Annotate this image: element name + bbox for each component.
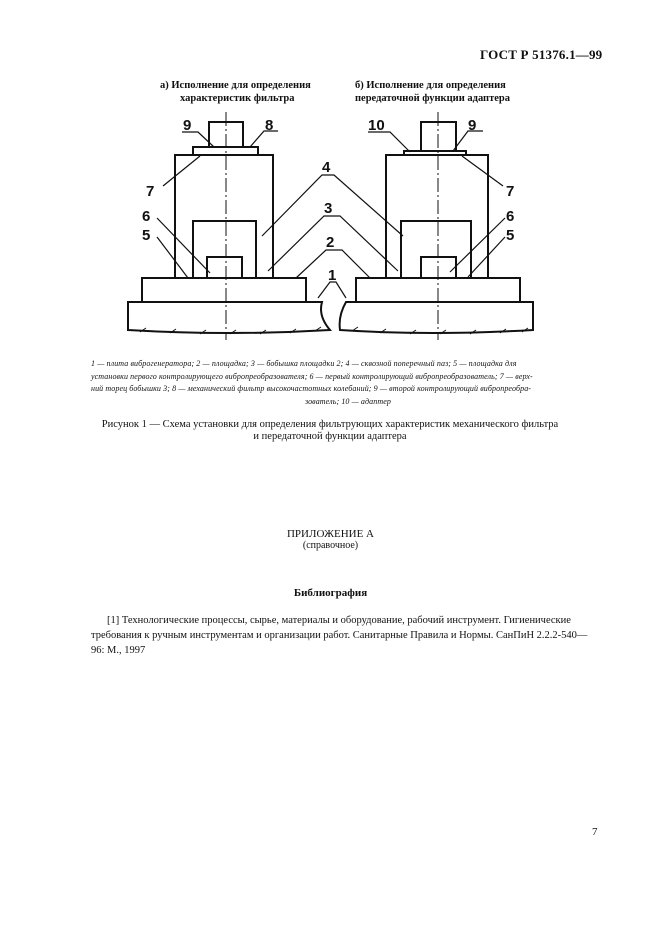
right-generator-plate	[340, 302, 533, 333]
left-boss	[175, 155, 273, 278]
label-c2: 2	[326, 234, 335, 251]
label-b5: 5	[506, 227, 515, 244]
left-platform	[142, 278, 306, 302]
leader-b7	[462, 156, 503, 186]
legend-line: ний торец бобышки 3; 8 — механический фильтр высокочастотных колебаний; 9 — второй контролирующий вибропреобра-	[91, 384, 532, 393]
appendix-heading	[0, 528, 661, 552]
leader-b9	[453, 131, 483, 151]
right-slot	[401, 221, 471, 278]
label-a5: 5	[142, 227, 151, 244]
label-a9: 9	[183, 117, 192, 134]
subtitle-b-line1: б) Исполнение для определения	[355, 80, 506, 91]
label-a8: 8	[265, 117, 274, 134]
legend-line: установки первого контролирующего вибропреобразователя; 6 — первый контролирующий вибропреобразователь; 7 — верх-	[91, 371, 533, 381]
appendix-title: ПРИЛОЖЕНИЕ А	[286, 528, 374, 540]
bibliography-title: Библиография	[293, 587, 368, 599]
figure-caption	[80, 419, 580, 443]
leader-a6	[157, 218, 210, 273]
left-slot	[193, 221, 256, 278]
appendix-subtitle: (справочное)	[302, 540, 359, 551]
leader-a5	[157, 237, 188, 278]
leader-c1	[318, 282, 346, 298]
label-b9: 9	[468, 117, 477, 134]
label-c3: 3	[324, 200, 333, 217]
subtitle-a-line2: характеристик фильтра	[180, 93, 295, 104]
label-c1: 1	[328, 267, 337, 284]
bibliography-line: требования к ручным инструментам и организации работ. Санитарные Правила и Нормы. СанПиН 2.2.2-540—	[91, 630, 588, 641]
label-a6: 6	[142, 208, 151, 225]
left-generator-plate	[128, 302, 330, 333]
leader-b10	[368, 132, 410, 152]
label-b10: 10	[368, 117, 385, 134]
leader-a7	[163, 156, 200, 186]
bibliography-line: [1] Технологические процессы, сырье, материалы и оборудование, рабочий инструмент. Гигиенические	[107, 615, 571, 626]
caption-line1: Рисунок 1 — Схема установки для определения фильтрующих характеристик механического фильтра	[101, 419, 559, 430]
subtitle-b-line2: передаточной функции адаптера	[355, 93, 511, 104]
bibliography-entry	[91, 613, 605, 658]
left-sensor-1	[207, 257, 242, 278]
label-c4: 4	[322, 159, 331, 176]
bibliography-line: 96: М., 1997	[91, 645, 146, 656]
label-b6: 6	[506, 208, 515, 225]
leader-c4	[262, 175, 403, 236]
leader-b5	[468, 237, 505, 277]
label-a7: 7	[146, 183, 155, 200]
leader-b6	[450, 218, 505, 272]
page-number: 7	[592, 826, 598, 838]
legend-line: 1 — плита виброгенератора; 2 — площадка; 3 — бобышка площадки 2; 4 — сквозной поперечный паз; 5 — площадка для	[91, 359, 517, 368]
legend-line: зователь; 10 — адаптер	[304, 396, 392, 406]
leader-a8	[250, 131, 278, 147]
document-header: ГОСТ Р 51376.1—99	[480, 47, 603, 62]
subtitle-a-line1: а) Исполнение для определения	[160, 80, 311, 91]
caption-line2: и передаточной функции адаптера	[253, 431, 407, 442]
figure-legend	[91, 358, 605, 408]
label-b7: 7	[506, 183, 515, 200]
installation-diagram	[0, 0, 661, 350]
